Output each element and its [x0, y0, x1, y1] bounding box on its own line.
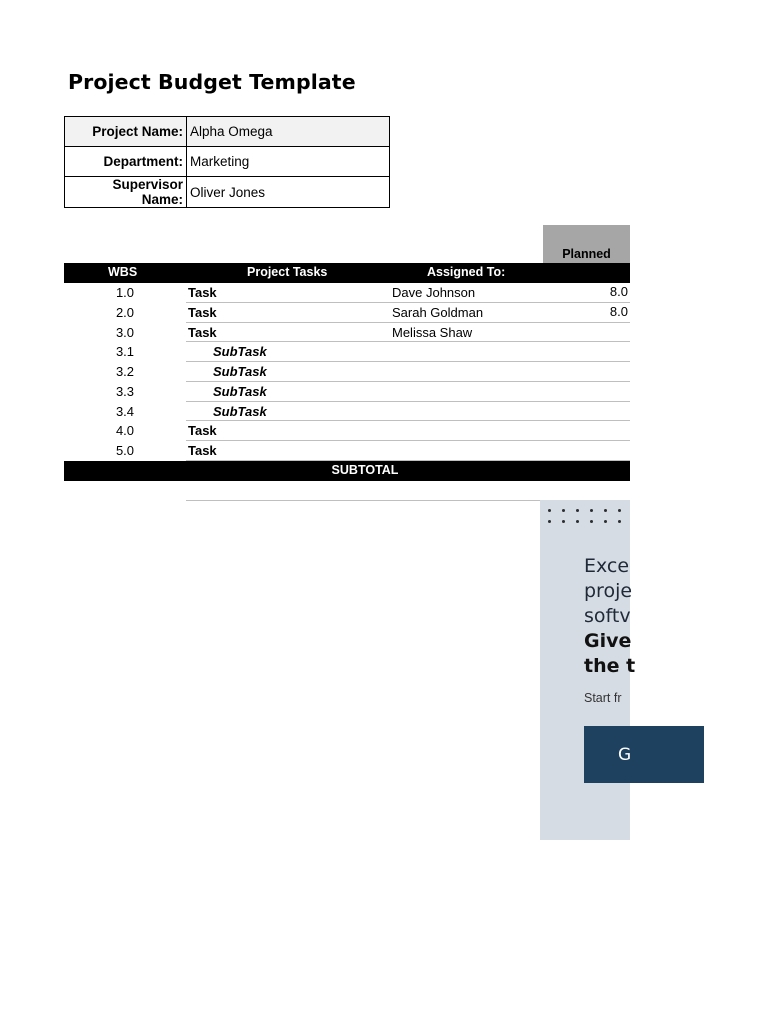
subtotal-row: SUBTOTAL [64, 461, 630, 481]
promo-line: softv [584, 605, 631, 627]
document-title: Project Budget Template [68, 70, 356, 94]
department-label: Department: [65, 147, 187, 177]
wbs-column-header: WBS [108, 265, 138, 279]
supervisor-label: Supervisor Name: [65, 177, 187, 208]
task-table-header [64, 263, 630, 283]
subtask-cell: SubTask [213, 364, 267, 379]
promo-line-bold: Give [584, 630, 632, 652]
subtask-cell: SubTask [213, 344, 267, 360]
table-row[interactable] [64, 362, 630, 382]
project-info-table [64, 116, 390, 208]
supervisor-value[interactable]: Oliver Jones [187, 177, 390, 208]
task-cell: Task [188, 423, 217, 439]
task-cell: Task [188, 324, 217, 340]
table-row[interactable] [64, 323, 630, 343]
dot-pattern-icon [548, 509, 632, 529]
assigned-cell: Sarah Goldman [392, 304, 484, 320]
promo-headline [584, 554, 784, 679]
table-row[interactable] [64, 382, 630, 402]
wbs-cell: 5.0 [115, 443, 135, 458]
promo-subtext: Start fr [584, 691, 622, 705]
wbs-cell: 4.0 [115, 423, 135, 439]
wbs-cell: 2.0 [115, 304, 135, 320]
supervisor-row [65, 177, 390, 208]
department-value[interactable]: Marketing [187, 147, 390, 177]
task-cell: Task [188, 443, 217, 458]
assigned-cell: Dave Johnson [392, 285, 476, 300]
wbs-cell: 1.0 [115, 285, 135, 300]
task-table-body [64, 283, 630, 461]
subtask-cell: SubTask [213, 383, 267, 399]
promo-line-bold: the t [584, 655, 636, 677]
planned-cell: 8.0 [609, 303, 628, 319]
wbs-cell: 3.0 [115, 324, 135, 340]
planned-cell: 8.0 [609, 284, 628, 299]
table-row[interactable] [64, 283, 630, 303]
department-row [65, 147, 390, 177]
promo-line: Exce [584, 555, 630, 577]
wbs-cell: 3.4 [115, 403, 135, 419]
project-name-label: Project Name: [65, 117, 187, 147]
assigned-column-header: Assigned To: [427, 265, 506, 279]
promo-line: proje [584, 580, 633, 602]
subtask-cell: SubTask [213, 403, 267, 419]
task-cell: Task [188, 285, 217, 300]
wbs-cell: 3.1 [115, 344, 135, 360]
wbs-cell: 3.3 [115, 383, 135, 399]
tasks-column-header: Project Tasks [247, 265, 328, 279]
table-row[interactable] [64, 402, 630, 422]
planned-column-header: Planned [543, 225, 630, 263]
assigned-cell: Melissa Shaw [392, 324, 473, 340]
table-row[interactable] [64, 303, 630, 323]
task-cell: Task [188, 304, 217, 320]
project-name-value[interactable]: Alpha Omega [187, 117, 390, 147]
table-row[interactable] [64, 421, 630, 441]
wbs-cell: 3.2 [115, 364, 135, 379]
table-row[interactable] [64, 441, 630, 461]
project-name-row [65, 117, 390, 147]
promo-cta-button[interactable]: G [584, 726, 704, 783]
table-row[interactable] [64, 342, 630, 362]
promo-ad-panel[interactable] [540, 500, 636, 840]
